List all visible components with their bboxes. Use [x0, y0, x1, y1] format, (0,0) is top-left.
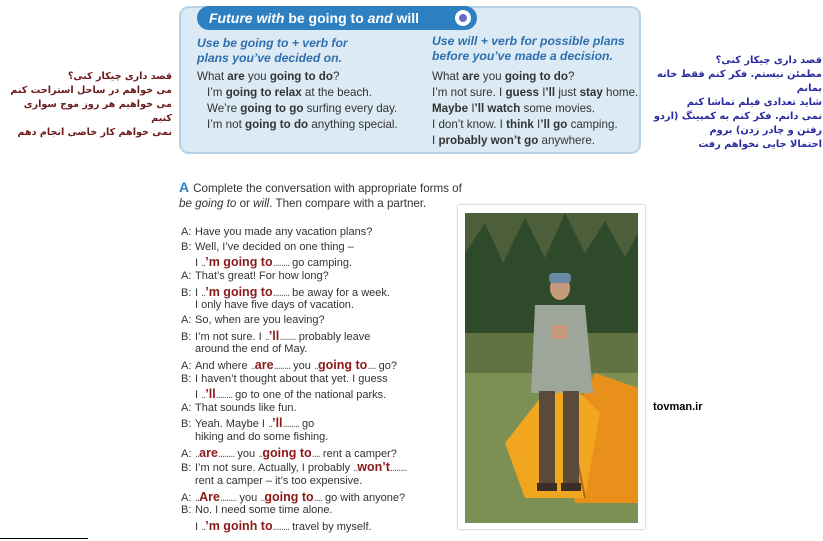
note-line: شاید تعدادی فیلم تماشا کنم: [686, 97, 822, 108]
grammar-example-right: [432, 118, 618, 131]
filled-answer: ’m going to: [205, 255, 273, 270]
instruction-text: will: [253, 197, 270, 210]
grammar-word: home.: [602, 86, 639, 99]
blank-dots: ....: [367, 359, 376, 372]
blank-dots: ........: [215, 389, 233, 402]
rule-line: Use will + verb for possible plans: [432, 34, 625, 48]
dialog-line: [181, 255, 352, 269]
grammar-example-right: [432, 102, 595, 115]
dialog-text: I: [195, 389, 202, 402]
grammar-word: just: [555, 86, 580, 99]
filled-answer: are: [199, 445, 218, 460]
speaker: B:: [181, 330, 192, 343]
dialog-text: you: [290, 359, 314, 372]
dialog-text: I: [195, 521, 202, 533]
audio-icon[interactable]: [455, 10, 471, 26]
dialog-line: [181, 460, 406, 474]
instruction-text: be going to: [179, 197, 237, 210]
persian-note-left: [0, 70, 172, 140]
filled-answer: ’ll: [272, 416, 283, 431]
persian-note-right: [644, 54, 822, 152]
dialog-text: And where: [195, 359, 251, 372]
speaker: B:: [181, 372, 192, 385]
dialog-text: go to one of the national parks.: [232, 389, 387, 402]
grammar-word: I: [538, 86, 546, 99]
dialog-text: I haven’t thought about that yet. I guess: [195, 372, 388, 385]
dialog-line: [181, 416, 314, 430]
grammar-word: ?: [567, 70, 575, 83]
dialog-line: [181, 285, 390, 299]
dialog-line: [181, 519, 372, 533]
grammar-example-right: [432, 70, 574, 83]
grammar-word: camping.: [567, 118, 618, 131]
title-part: will: [396, 10, 419, 26]
grammar-word: What: [197, 70, 228, 83]
grammar-word: you: [479, 70, 505, 83]
grammar-word: ’ll go: [540, 118, 568, 131]
grammar-word: guess: [505, 86, 539, 99]
blank-dots: ....: [311, 447, 320, 460]
grammar-word: Maybe: [432, 102, 469, 115]
filled-answer: ’ll: [205, 387, 216, 402]
blank-dots: ........: [273, 359, 291, 372]
blank-dots: ..: [258, 447, 263, 460]
dialog-text: hiking and do some fishing.: [195, 431, 329, 444]
speaker: A:: [181, 491, 192, 504]
filled-answer: are: [254, 357, 274, 372]
dialog-line: [181, 431, 328, 443]
dialog-text: I only have five days of vacation.: [195, 299, 354, 312]
dialog-text: rent a camper?: [319, 447, 397, 460]
dialog-text: I’m not sure. Actually, I probably: [195, 462, 354, 475]
grammar-word: I’m: [207, 86, 226, 99]
dialog-text: go?: [375, 359, 397, 372]
blank-dots: ..: [313, 359, 318, 372]
speaker: B:: [181, 286, 192, 299]
filled-answer: Are: [199, 489, 220, 504]
dialog-text: go: [298, 418, 315, 431]
title-part: and: [363, 10, 397, 26]
dialog-line: [181, 504, 333, 516]
grammar-word: ?: [332, 70, 340, 83]
filled-answer: ’m going to: [205, 284, 273, 299]
blank-dots: ..: [264, 330, 269, 343]
speaker: A:: [181, 447, 192, 460]
note-line: احتمالا جایی نخواهم رفت: [698, 139, 822, 150]
dialog-text: go with anyone?: [321, 491, 406, 504]
dialog-text: go camping.: [289, 257, 353, 270]
title-part: Future with: [209, 10, 289, 26]
grammar-word: going to do: [245, 118, 309, 131]
grammar-word: ’ll watch: [474, 102, 521, 115]
grammar-word: I: [533, 118, 541, 131]
dialog-line: [181, 387, 386, 401]
grammar-word: going to relax: [225, 86, 302, 99]
grammar-word: probably won’t go: [438, 134, 539, 147]
grammar-word: going to go: [240, 102, 304, 115]
note-line: می خواهم در ساحل استراحت کنم: [10, 85, 172, 96]
dialog-line: [181, 475, 362, 487]
filled-answer: going to: [264, 489, 314, 504]
watermark: tovman.ir: [653, 401, 703, 413]
blank-dots: ........: [282, 418, 299, 431]
dialog-line: [181, 490, 405, 504]
grammar-word: going to do: [269, 70, 333, 83]
dialog-text: I: [195, 257, 202, 270]
note-line: مطمئن نیستم. فکر کنم فقط خانه بمانم: [657, 69, 822, 94]
filled-answer: going to: [318, 357, 368, 372]
grammar-word: I don’t know. I: [432, 118, 507, 131]
instruction-text: or: [236, 197, 254, 210]
dialog-line: [181, 343, 307, 355]
blank-dots: ..: [201, 389, 206, 402]
speaker: A:: [181, 313, 192, 326]
dialog-text: No. I need some time alone.: [195, 504, 333, 517]
grammar-word: I’m not: [207, 118, 246, 131]
dialog-line: [181, 329, 370, 343]
grammar-word: stay: [579, 86, 603, 99]
dialog-text: Yeah. Maybe I: [195, 418, 268, 431]
speaker: A:: [181, 401, 192, 414]
grammar-word: are: [462, 70, 480, 83]
dialog-text: Have you made any vacation plans?: [195, 226, 373, 238]
grammar-word: are: [227, 70, 245, 83]
grammar-word: anything special.: [308, 118, 398, 131]
dialog-text: rent a camper – it’s too expensive.: [195, 475, 363, 488]
speaker: A:: [181, 226, 192, 238]
grammar-example-left: [207, 118, 398, 131]
grammar-word: What: [432, 70, 463, 83]
note-line: رفتن و چادر زدن) بروم: [709, 125, 822, 136]
right-rule-heading: [432, 34, 625, 64]
blank-dots: ....: [313, 491, 322, 504]
blank-dots: ........: [272, 257, 290, 270]
photo-image: [465, 213, 638, 523]
speaker: B:: [181, 504, 192, 517]
speaker: B:: [181, 418, 192, 431]
rule-line: Use be going to + verb for: [197, 36, 348, 50]
dialog-line: [181, 373, 388, 385]
note-line: قصد داری چیکار کنی؟: [715, 55, 822, 66]
note-line: می خواهیم هر روز موج سواری کنیم: [23, 99, 172, 124]
dialog-text: I’m not sure. I: [195, 330, 265, 343]
dialog-text: be away for a week.: [289, 286, 390, 299]
blank-dots: ........: [272, 521, 290, 533]
dialog-text: Well, I’ve decided on one thing –: [195, 240, 354, 253]
filled-answer: won’t: [357, 460, 390, 475]
exercise-letter: A: [179, 179, 190, 195]
grammar-word: surfing every day.: [303, 102, 398, 115]
grammar-example-right: [432, 134, 595, 147]
speaker: B:: [181, 462, 192, 475]
grammar-example-right: [432, 86, 638, 99]
grammar-word: anywhere.: [538, 134, 595, 147]
grammar-word: think: [506, 118, 534, 131]
dialog-text: travel by myself.: [289, 521, 372, 533]
dialog-line: [181, 270, 329, 282]
dialog-text: I: [195, 286, 202, 299]
speaker: A:: [181, 269, 192, 282]
dialog-text: So, when are you leaving?: [195, 313, 325, 326]
blank-dots: ..: [201, 286, 206, 299]
grammar-box: [179, 6, 641, 154]
blank-dots: ..: [267, 418, 273, 431]
rule-line: before you’ve made a decision.: [432, 49, 613, 63]
title-part: be going to: [288, 10, 364, 26]
grammar-word: We’re: [207, 102, 241, 115]
grammar-title: [197, 6, 477, 30]
blank-dots: ..: [201, 521, 206, 533]
filled-answer: ’ll: [268, 328, 280, 343]
blank-dots: ........: [389, 462, 407, 475]
blank-dots: ........: [217, 447, 235, 460]
dialog-text: you: [234, 447, 259, 460]
dialog-line: [181, 299, 354, 311]
grammar-word: some movies.: [520, 102, 596, 115]
grammar-word: at the beach.: [301, 86, 372, 99]
note-line: نمی خواهم کار خاصی انجام دهم: [17, 127, 172, 138]
rule-line: plans you’ve decided on.: [197, 51, 342, 65]
instruction-text: . Then compare with a partner.: [269, 197, 427, 210]
grammar-example-left: [207, 102, 397, 115]
blank-dots: ..: [353, 462, 358, 475]
dialog-text: That’s great! For how long?: [195, 269, 329, 282]
dialog-line: [181, 402, 297, 414]
note-line: قصد داری چیکار کنی؟: [67, 71, 172, 82]
dialog-line: [181, 241, 354, 253]
dialog-text: you: [236, 491, 261, 504]
grammar-example-left: [207, 86, 372, 99]
dialog-text: probably leave: [295, 330, 371, 343]
dialog-text: That sounds like fun.: [195, 401, 297, 414]
blank-dots: ..: [195, 447, 200, 460]
grammar-word: I: [468, 102, 475, 115]
grammar-word: you: [244, 70, 270, 83]
blank-dots: ..: [260, 491, 265, 504]
filled-answer: going to: [262, 445, 312, 460]
grammar-example-left: [197, 70, 339, 83]
blank-dots: ..: [250, 359, 255, 372]
blank-dots: ........: [272, 286, 290, 299]
blank-dots: ..: [201, 257, 206, 270]
dialog-line: [181, 446, 397, 460]
speaker: B:: [181, 240, 192, 253]
filled-answer: ’m goinh to: [205, 519, 273, 533]
dialog-line: [181, 314, 325, 326]
grammar-word: ’ll: [545, 86, 556, 99]
instruction-text: Complete the conversation with appropriate forms of: [193, 182, 462, 195]
left-rule-heading: [197, 36, 348, 66]
dialog-line: [181, 226, 372, 238]
camper-photo: [458, 205, 645, 529]
note-line: نمی دانم. فکر کنم به کمپینگ (اردو: [653, 111, 822, 122]
grammar-word: I’m not sure. I: [432, 86, 506, 99]
blank-dots: ........: [279, 330, 296, 343]
blank-dots: ........: [219, 491, 237, 504]
speaker: A:: [181, 359, 192, 372]
grammar-word: I: [432, 134, 439, 147]
blank-dots: ..: [195, 491, 200, 504]
grammar-word: going to do: [504, 70, 568, 83]
divider: [0, 538, 88, 539]
dialog-text: around the end of May.: [195, 343, 308, 356]
dialog-line: [181, 358, 397, 372]
